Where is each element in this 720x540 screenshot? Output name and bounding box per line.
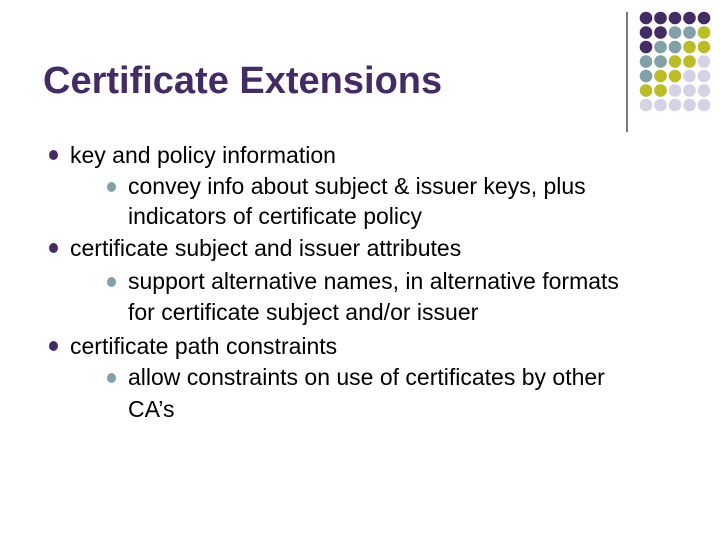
decorative-dot (698, 84, 711, 97)
decorative-dot (654, 55, 667, 68)
slide-title: Certificate Extensions (43, 60, 443, 102)
sub-bullet-item (128, 171, 586, 202)
sub-bullet-text: for certificate subject and/or issuer (128, 299, 479, 325)
decorative-dot (669, 26, 682, 39)
bullet-item (70, 331, 337, 362)
bullet-item (70, 140, 336, 171)
decorative-dot (654, 41, 667, 54)
decorative-dot (669, 84, 682, 97)
sub-bullet-marker (107, 277, 116, 287)
bullet-text: key and policy information (70, 142, 336, 168)
decorative-dot (683, 41, 696, 54)
decorative-dot (654, 12, 667, 25)
decorative-dot (683, 84, 696, 97)
sub-bullet-text: convey info about subject & issuer keys, plus (128, 173, 586, 199)
decorative-dot (669, 99, 682, 112)
decorative-dot (669, 70, 682, 83)
decorative-dot (669, 12, 682, 25)
sub-bullet-text: CA’s (128, 396, 175, 422)
decorative-dot (683, 55, 696, 68)
bullet-text: certificate path constraints (70, 333, 338, 359)
decorative-dot (640, 84, 653, 97)
decorative-dot (640, 41, 653, 54)
decorative-dot (698, 99, 711, 112)
bullet-marker (49, 150, 58, 160)
decorative-dot (654, 26, 667, 39)
decorative-dot (683, 99, 696, 112)
sub-bullet-item (128, 362, 605, 393)
decorative-dot (640, 26, 653, 39)
decorative-dot (669, 41, 682, 54)
sub-bullet-text: allow constraints on use of certificates by other (128, 364, 605, 390)
sub-bullet-text: indicators of certificate policy (128, 203, 423, 229)
decorative-dot (640, 55, 653, 68)
decorative-dot (698, 55, 711, 68)
decorative-dot (698, 41, 711, 54)
sub-bullet-marker (107, 373, 116, 383)
decorative-dot (698, 70, 711, 83)
sub-bullet-continuation (128, 394, 174, 425)
decorative-dot (654, 70, 667, 83)
decorative-dot (669, 55, 682, 68)
bullet-marker (49, 341, 58, 351)
decorative-dot-grid (0, 0, 720, 140)
sub-bullet-item (128, 266, 619, 297)
decorative-dot (698, 26, 711, 39)
sub-bullet-marker (107, 182, 116, 192)
decorative-dot (654, 84, 667, 97)
bullet-item (70, 233, 461, 264)
decorative-dot (698, 12, 711, 25)
decorative-dot (640, 99, 653, 112)
decorative-dot (683, 70, 696, 83)
decorative-dot (640, 12, 653, 25)
bullet-text: certificate subject and issuer attributes (70, 235, 462, 261)
decorative-dot (683, 12, 696, 25)
sub-bullet-text: support alternative names, in alternative formats (128, 268, 619, 294)
bullet-marker (49, 243, 58, 253)
decorative-dot (654, 99, 667, 112)
sub-bullet-continuation (128, 297, 478, 328)
sub-bullet-continuation (128, 201, 422, 232)
decorative-dot (640, 70, 653, 83)
decorative-dot (683, 26, 696, 39)
